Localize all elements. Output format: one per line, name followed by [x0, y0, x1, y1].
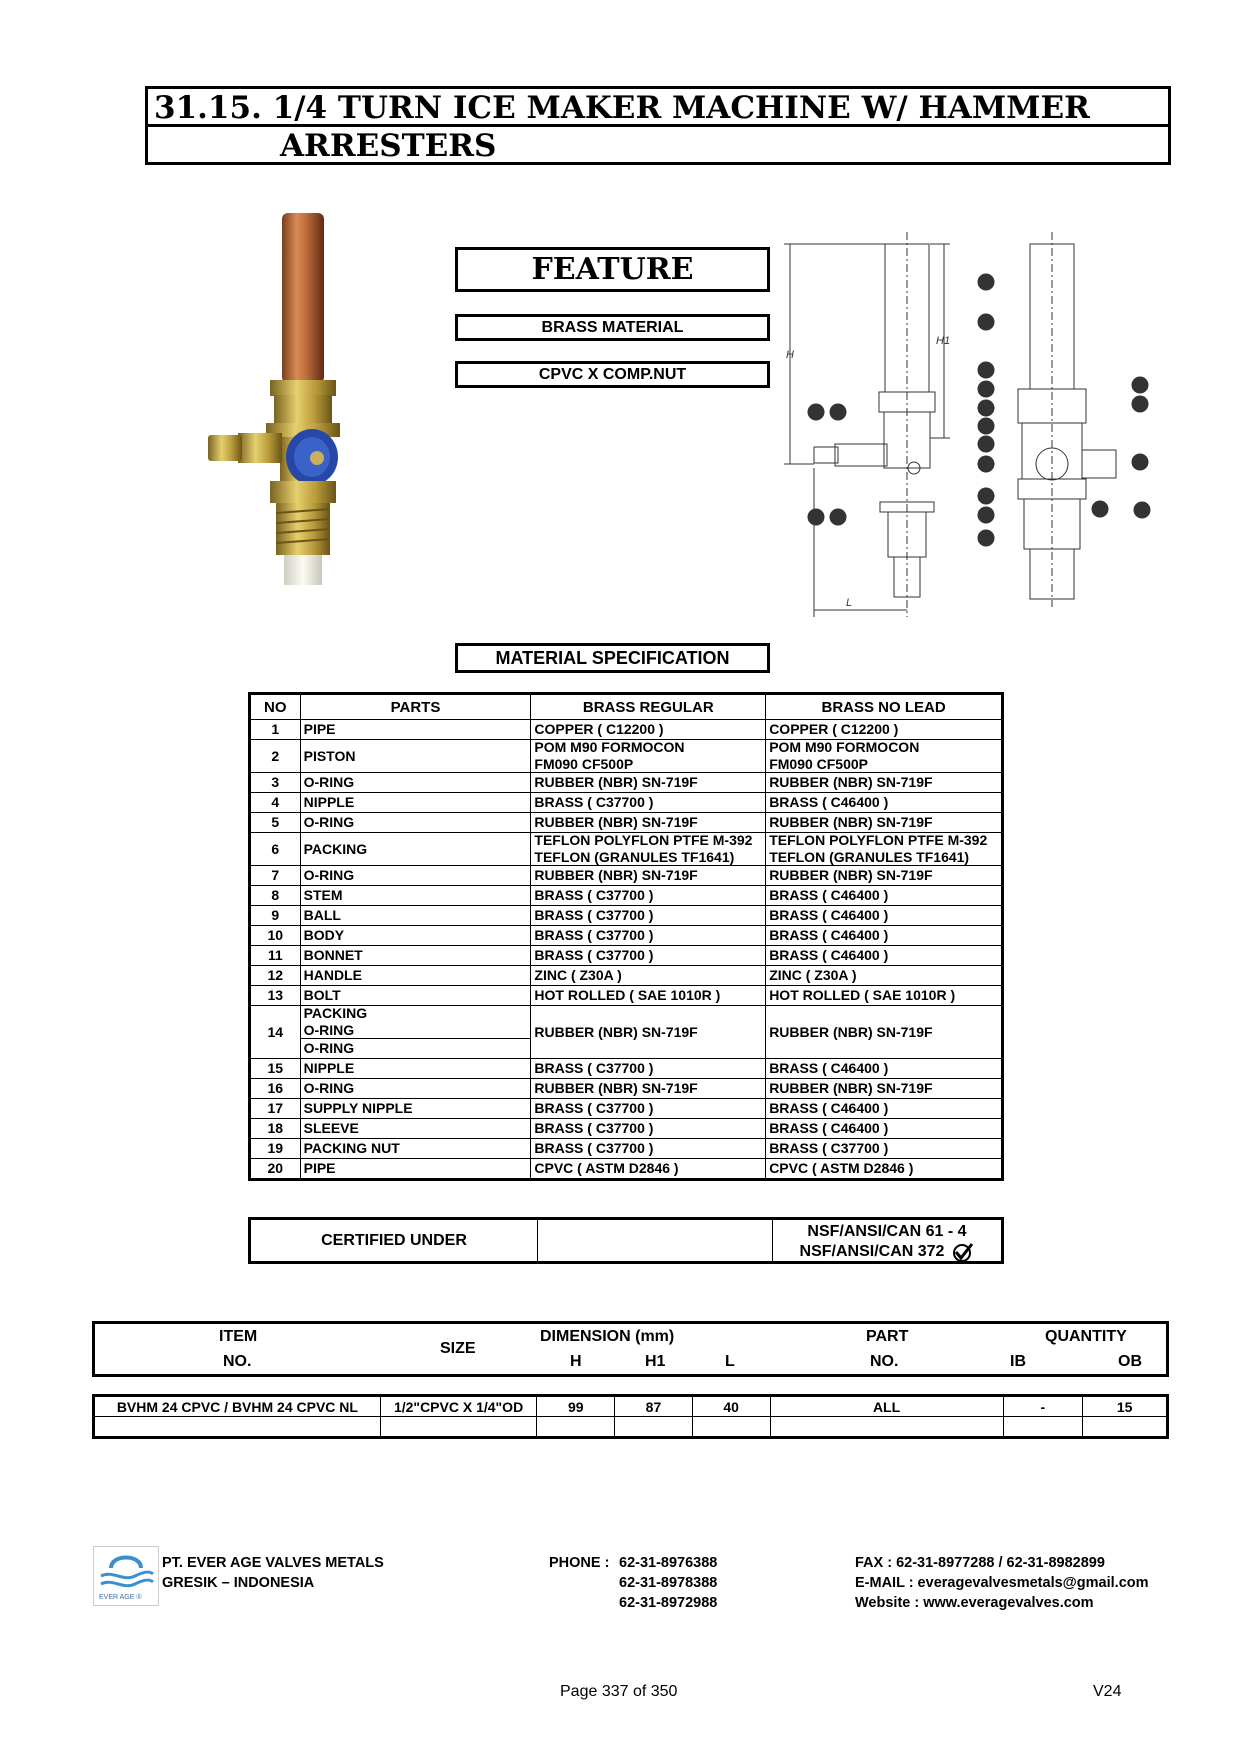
dim-cell-blank	[1083, 1417, 1168, 1438]
callout-sec-12: 12	[1135, 400, 1144, 409]
spec-cell-nolead	[766, 773, 1003, 793]
spec-cell-part-2: O-RING	[300, 1039, 531, 1059]
spec-cell-part	[300, 1006, 531, 1039]
feature-item-cpvc: CPVC X COMP.NUT	[455, 361, 770, 388]
logo-text: EVER AGE ®	[99, 1594, 142, 1601]
spec-cell-no	[250, 966, 301, 986]
phone-label: PHONE :	[549, 1555, 610, 1571]
spec-cell-nolead-text: HOT ROLLED ( SAE 1010R )	[769, 987, 956, 1003]
spec-cell-part-text: O-RING	[303, 774, 355, 790]
spec-cell-no	[250, 793, 301, 813]
dim-label-l: L	[846, 597, 853, 609]
dimension-row	[94, 1396, 1168, 1417]
spec-cell-no-text: 17	[267, 1100, 284, 1116]
spec-cell-part-text-2: O-RING	[303, 1022, 355, 1038]
spec-cell-nolead	[766, 813, 1003, 833]
callout-sec-6: 6	[983, 422, 988, 431]
spec-cell-part-text: O-RING	[303, 867, 355, 883]
spec-cell-nolead-text: BRASS ( C46400 )	[769, 1060, 889, 1076]
material-spec-table	[248, 692, 1004, 1181]
spec-cell-nolead	[766, 946, 1003, 966]
spec-cell-nolead	[766, 1139, 1003, 1159]
spec-cell-regular-text: RUBBER (NBR) SN-719F	[534, 814, 698, 830]
spec-cell-no-text: 16	[267, 1080, 284, 1096]
dim-cell-ob: 15	[1083, 1396, 1168, 1417]
spec-cell-regular-text: RUBBER (NBR) SN-719F	[534, 1023, 698, 1040]
spec-row	[250, 1006, 1003, 1039]
feature-item-brass: BRASS MATERIAL	[455, 314, 770, 341]
spec-cell-no	[250, 866, 301, 886]
spec-row	[250, 906, 1003, 926]
spec-cell-no	[250, 1006, 301, 1059]
spec-cell-no	[250, 886, 301, 906]
spec-cell-part	[300, 833, 531, 866]
spec-cell-regular-text-2: TEFLON (GRANULES TF1641)	[534, 849, 735, 865]
spec-cell-part	[300, 1059, 531, 1079]
company-name: PT. EVER AGE VALVES METALS	[162, 1555, 384, 1571]
spec-cell-nolead	[766, 1079, 1003, 1099]
spec-cell-no-text: 18	[267, 1120, 284, 1136]
spec-cell-no-text: 7	[271, 867, 280, 883]
spec-row	[250, 946, 1003, 966]
spec-cell-regular	[531, 1099, 766, 1119]
spec-cell-nolead-text: BRASS ( C46400 )	[769, 947, 889, 963]
company-logo	[93, 1546, 159, 1606]
spec-cell-regular	[531, 1079, 766, 1099]
dim-head-item-no: NO.	[223, 1353, 252, 1370]
spec-cell-part-text: PIPE	[303, 721, 336, 737]
spec-cell-regular-text: CPVC ( ASTM D2846 )	[534, 1160, 679, 1176]
dim-cell-part: ALL	[770, 1396, 1003, 1417]
spec-cell-nolead	[766, 866, 1003, 886]
spec-cell-regular	[531, 906, 766, 926]
version: V24	[1093, 1683, 1122, 1700]
contact-info	[855, 1553, 1149, 1613]
spec-row	[250, 1119, 1003, 1139]
spec-cell-part-text: SUPPLY NIPPLE	[303, 1100, 413, 1116]
spec-cell-part	[300, 986, 531, 1006]
spec-cell-nolead-text: POM M90 FORMOCON	[769, 739, 920, 755]
spec-row	[250, 720, 1003, 740]
spec-cell-regular	[531, 1139, 766, 1159]
dim-head-size: SIZE	[440, 1340, 476, 1357]
spec-cell-part	[300, 866, 531, 886]
spec-cell-nolead	[766, 720, 1003, 740]
dim-cell-blank	[615, 1417, 693, 1438]
dimension-header	[92, 1321, 1169, 1377]
spec-cell-part	[300, 926, 531, 946]
spec-cell-nolead-text: RUBBER (NBR) SN-719F	[769, 774, 933, 790]
spec-cell-nolead-text: BRASS ( C46400 )	[769, 887, 889, 903]
callout-16: 16	[811, 513, 820, 522]
spec-cell-regular-text: BRASS ( C37700 )	[534, 794, 654, 810]
spec-header-row	[250, 694, 1003, 720]
spec-cell-regular	[531, 1119, 766, 1139]
spec-cell-regular-text: COPPER ( C12200 )	[534, 721, 664, 737]
spec-cell-no	[250, 740, 301, 773]
spec-cell-regular-text: HOT ROLLED ( SAE 1010R )	[534, 987, 721, 1003]
spec-cell-nolead	[766, 793, 1003, 813]
spec-cell-regular	[531, 793, 766, 813]
spec-cell-regular	[531, 1159, 766, 1180]
callout-sec-4: 4	[983, 385, 988, 394]
dim-head-item: ITEM	[219, 1328, 258, 1345]
certification-box	[248, 1217, 1004, 1264]
spec-cell-nolead-text-2: FM090 CF500P	[769, 756, 869, 772]
company-location: GRESIK – INDONESIA	[162, 1575, 315, 1591]
spec-cell-nolead-text: TEFLON POLYFLON PTFE M-392	[769, 832, 988, 848]
spec-cell-no	[250, 1119, 301, 1139]
spec-row	[250, 986, 1003, 1006]
fax: FAX : 62-31-8977288 / 62-31-8982899	[855, 1555, 1105, 1571]
spec-cell-no-text: 19	[267, 1140, 284, 1156]
callout-sec-13: 13	[1135, 458, 1144, 467]
spec-cell-no	[250, 1139, 301, 1159]
spec-body	[250, 720, 1003, 1180]
spec-cell-regular-text: BRASS ( C37700 )	[534, 1140, 654, 1156]
spec-cell-regular	[531, 720, 766, 740]
spec-col-no: NO	[250, 694, 301, 720]
spec-cell-no-text: 3	[271, 774, 280, 790]
dim-label-h1: H1	[936, 335, 951, 347]
spec-cell-no-text: 10	[267, 927, 284, 943]
spec-row	[250, 926, 1003, 946]
phone-3: 62-31-8972988	[619, 1595, 718, 1611]
spec-cell-part	[300, 740, 531, 773]
spec-cell-part	[300, 906, 531, 926]
callout-sec-8: 8	[1139, 506, 1144, 515]
page-number: Page 337 of 350	[560, 1683, 678, 1700]
spec-cell-part-text: PACKING	[303, 840, 368, 857]
dim-head-h1: H1	[645, 1353, 666, 1370]
spec-cell-part	[300, 773, 531, 793]
spec-cell-regular	[531, 773, 766, 793]
feature-title: FEATURE	[455, 247, 770, 292]
dim-head-dimension: DIMENSION (mm)	[540, 1328, 675, 1345]
dim-cell-blank	[692, 1417, 770, 1438]
spec-cell-part-text: STEM	[303, 887, 343, 903]
spec-cell-regular	[531, 1006, 766, 1059]
spec-cell-part-text: PIPE	[303, 1160, 336, 1176]
spec-cell-part	[300, 946, 531, 966]
spec-cell-regular-text: ZINC ( Z30A )	[534, 967, 622, 983]
spec-cell-nolead-text: CPVC ( ASTM D2846 )	[769, 1160, 914, 1176]
spec-row	[250, 966, 1003, 986]
dim-head-l: L	[725, 1353, 735, 1370]
spec-cell-no-text: 12	[267, 967, 284, 983]
spec-cell-nolead	[766, 926, 1003, 946]
spec-cell-no-text: 1	[271, 721, 280, 737]
callout-17: 17	[833, 513, 842, 522]
spec-cell-regular-text: BRASS ( C37700 )	[534, 1120, 654, 1136]
dimension-table	[92, 1394, 1169, 1439]
spec-cell-no	[250, 1059, 301, 1079]
spec-cell-regular	[531, 740, 766, 773]
spec-row	[250, 740, 1003, 773]
spec-cell-nolead	[766, 1006, 1003, 1059]
spec-cell-nolead-text: RUBBER (NBR) SN-719F	[769, 814, 933, 830]
cert-standard-1: NSF/ANSI/CAN 61 - 4	[807, 1223, 967, 1240]
spec-cell-regular-text: BRASS ( C37700 )	[534, 887, 654, 903]
spec-cell-no	[250, 1079, 301, 1099]
callout-sec-10: 10	[981, 440, 990, 449]
certification-standards	[773, 1220, 1001, 1261]
spec-row	[250, 1079, 1003, 1099]
spec-cell-regular	[531, 886, 766, 906]
spec-cell-part	[300, 793, 531, 813]
dim-cell-blank	[94, 1417, 381, 1438]
dim-cell-h1: 87	[615, 1396, 693, 1417]
spec-cell-no-text: 15	[267, 1060, 284, 1076]
spec-cell-nolead-text: RUBBER (NBR) SN-719F	[769, 1080, 933, 1096]
callout-sec-9: 9	[983, 460, 988, 469]
spec-cell-regular-text: BRASS ( C37700 )	[534, 1060, 654, 1076]
spec-row	[250, 1099, 1003, 1119]
dim-cell-blank	[770, 1417, 1003, 1438]
spec-cell-nolead-text: ZINC ( Z30A )	[769, 967, 857, 983]
spec-cell-part	[300, 813, 531, 833]
spec-cell-part-text: PACKING	[303, 1005, 368, 1021]
callout-sec-7: 7	[1097, 505, 1102, 514]
spec-cell-nolead-text: RUBBER (NBR) SN-719F	[769, 867, 933, 883]
cert-standard-2: NSF/ANSI/CAN 372	[799, 1243, 945, 1260]
spec-cell-nolead-text: RUBBER (NBR) SN-719F	[769, 1023, 933, 1040]
callout-sec-2: 2	[983, 318, 988, 327]
spec-cell-part-text: HANDLE	[303, 967, 362, 983]
spec-cell-regular	[531, 966, 766, 986]
spec-cell-regular	[531, 813, 766, 833]
spec-cell-nolead-text: BRASS ( C46400 )	[769, 1120, 889, 1136]
spec-cell-part-text: O-RING	[303, 814, 355, 830]
dim-cell-blank	[537, 1417, 615, 1438]
spec-cell-nolead-text: BRASS ( C46400 )	[769, 927, 889, 943]
spec-cell-regular	[531, 946, 766, 966]
spec-cell-regular	[531, 866, 766, 886]
spec-row	[250, 833, 1003, 866]
dim-cell-l: 40	[692, 1396, 770, 1417]
spec-cell-nolead	[766, 740, 1003, 773]
spec-cell-part-text: SLEEVE	[303, 1120, 359, 1136]
spec-row	[250, 886, 1003, 906]
spec-cell-part	[300, 1139, 531, 1159]
spec-cell-part	[300, 1099, 531, 1119]
spec-cell-part	[300, 1159, 531, 1180]
spec-cell-nolead	[766, 833, 1003, 866]
spec-cell-nolead-text: BRASS ( C46400 )	[769, 907, 889, 923]
section-view	[978, 232, 1150, 607]
spec-cell-nolead-text: BRASS ( C46400 )	[769, 794, 889, 810]
spec-cell-part	[300, 886, 531, 906]
spec-cell-nolead	[766, 886, 1003, 906]
spec-cell-no	[250, 906, 301, 926]
dim-cell-blank	[1003, 1417, 1083, 1438]
spec-cell-nolead	[766, 906, 1003, 926]
material-spec-title: MATERIAL SPECIFICATION	[455, 643, 770, 673]
spec-cell-nolead-text: BRASS ( C46400 )	[769, 1100, 889, 1116]
page-title-line2: ARRESTERS	[280, 128, 497, 164]
callout-18: 18	[833, 408, 842, 417]
spec-row	[250, 773, 1003, 793]
spec-cell-nolead	[766, 1099, 1003, 1119]
phone-1: 62-31-8976388	[619, 1555, 718, 1571]
spec-cell-part	[300, 1079, 531, 1099]
spec-cell-no-text: 8	[271, 887, 280, 903]
spec-cell-nolead-text: COPPER ( C12200 )	[769, 721, 899, 737]
spec-cell-nolead	[766, 966, 1003, 986]
callout-sec-3: 3	[983, 366, 988, 375]
spec-cell-part-text: NIPPLE	[303, 794, 355, 810]
email: E-MAIL : everagevalvesmetals@gmail.com	[855, 1575, 1149, 1591]
callout-sec-1: 1	[983, 278, 988, 287]
dim-head-h: H	[570, 1353, 582, 1370]
spec-col-parts: PARTS	[300, 694, 531, 720]
spec-cell-nolead-text-2: TEFLON (GRANULES TF1641)	[769, 849, 970, 865]
callout-sec-11: 11	[1135, 381, 1144, 390]
spec-col-nolead: BRASS NO LEAD	[766, 694, 1003, 720]
spec-cell-regular	[531, 833, 766, 866]
spec-cell-regular-text-2: FM090 CF500P	[534, 756, 634, 772]
dim-cell-ib: -	[1003, 1396, 1083, 1417]
spec-cell-part-text: BODY	[303, 927, 345, 943]
callout-sec-5: 5	[983, 404, 988, 413]
spec-cell-no	[250, 926, 301, 946]
spec-cell-regular-text: TEFLON POLYFLON PTFE M-392	[534, 832, 753, 848]
spec-cell-nolead	[766, 986, 1003, 1006]
spec-cell-regular	[531, 926, 766, 946]
dim-head-quantity: QUANTITY	[1045, 1328, 1127, 1345]
spec-cell-no-text: 6	[271, 840, 280, 857]
spec-row	[250, 813, 1003, 833]
spec-cell-no-text: 11	[267, 947, 283, 963]
callout-sec-14: 14	[981, 492, 990, 501]
spec-cell-part	[300, 720, 531, 740]
spec-cell-part-text: BALL	[303, 907, 341, 923]
dimension-body	[94, 1396, 1168, 1438]
dim-cell-blank	[380, 1417, 537, 1438]
dim-head-ob: OB	[1118, 1353, 1142, 1370]
spec-cell-no	[250, 773, 301, 793]
spec-cell-no	[250, 946, 301, 966]
spec-cell-regular-text: RUBBER (NBR) SN-719F	[534, 774, 698, 790]
phone-numbers	[619, 1553, 717, 1613]
dim-cell-h: 99	[537, 1396, 615, 1417]
spec-cell-part-text: BONNET	[303, 947, 363, 963]
spec-cell-no	[250, 833, 301, 866]
spec-cell-part-text: BOLT	[303, 987, 341, 1003]
dim-cell-item: BVHM 24 CPVC / BVHM 24 CPVC NL	[94, 1396, 381, 1417]
spec-cell-nolead	[766, 1159, 1003, 1180]
product-photo	[200, 205, 360, 595]
spec-cell-part	[300, 966, 531, 986]
spec-cell-no-text: 9	[271, 907, 280, 923]
dim-head-part-no: NO.	[870, 1353, 899, 1370]
spec-row	[250, 866, 1003, 886]
spec-cell-part-text: O-RING	[303, 1080, 355, 1096]
spec-cell-regular-text: BRASS ( C37700 )	[534, 907, 654, 923]
spec-cell-no	[250, 813, 301, 833]
checkmark-icon	[952, 1242, 974, 1262]
spec-cell-part	[300, 1119, 531, 1139]
dim-cell-size: 1/2"CPVC X 1/4"OD	[380, 1396, 537, 1417]
spec-cell-nolead	[766, 1119, 1003, 1139]
spec-cell-no	[250, 1099, 301, 1119]
spec-row	[250, 793, 1003, 813]
website: Website : www.everagevalves.com	[855, 1595, 1094, 1611]
spec-row	[250, 1139, 1003, 1159]
callout-sec-20: 20	[981, 534, 990, 543]
page-title-line1: 31.15. 1/4 TURN ICE MAKER MACHINE W/ HAMMER	[148, 89, 1168, 127]
dim-head-ib: IB	[1010, 1353, 1026, 1370]
spec-cell-regular	[531, 986, 766, 1006]
spec-cell-regular-text: BRASS ( C37700 )	[534, 947, 654, 963]
spec-cell-nolead	[766, 1059, 1003, 1079]
spec-cell-no-text: 14	[267, 1023, 284, 1040]
spec-cell-regular-text: BRASS ( C37700 )	[534, 927, 654, 943]
spec-cell-no	[250, 1159, 301, 1180]
spec-cell-no-text: 5	[271, 814, 280, 830]
spec-cell-regular-text: POM M90 FORMOCON	[534, 739, 685, 755]
callout-sec-15: 15	[981, 511, 990, 520]
spec-col-regular: BRASS REGULAR	[531, 694, 766, 720]
title-box	[145, 86, 1171, 165]
spec-cell-no	[250, 986, 301, 1006]
spec-cell-no	[250, 720, 301, 740]
spec-cell-part-text: NIPPLE	[303, 1060, 355, 1076]
dimension-row-blank	[94, 1417, 1168, 1438]
spec-row	[250, 1159, 1003, 1180]
dim-head-part: PART	[866, 1328, 909, 1345]
callout-19: 19	[811, 408, 820, 417]
spec-cell-regular-text: RUBBER (NBR) SN-719F	[534, 867, 698, 883]
company-info	[162, 1553, 384, 1593]
spec-cell-part-text: PISTON	[303, 747, 356, 764]
spec-cell-regular-text: BRASS ( C37700 )	[534, 1100, 654, 1116]
phone-2: 62-31-8978388	[619, 1575, 718, 1591]
spec-cell-nolead-text: BRASS ( C37700 )	[769, 1140, 889, 1156]
exterior-view	[784, 232, 950, 617]
spec-cell-no-text: 13	[267, 987, 284, 1003]
spec-cell-no-text: 2	[271, 747, 280, 764]
spec-cell-no-text: 20	[267, 1160, 284, 1176]
spec-row	[250, 1059, 1003, 1079]
spec-cell-regular-text: RUBBER (NBR) SN-719F	[534, 1080, 698, 1096]
spec-cell-no-text: 4	[271, 794, 280, 810]
technical-drawing	[780, 232, 1160, 627]
spec-cell-part-text: PACKING NUT	[303, 1140, 400, 1156]
certification-empty-cell	[538, 1220, 773, 1261]
certified-under-label: CERTIFIED UNDER	[251, 1220, 538, 1261]
spec-cell-regular	[531, 1059, 766, 1079]
dim-label-h: H	[786, 349, 794, 361]
